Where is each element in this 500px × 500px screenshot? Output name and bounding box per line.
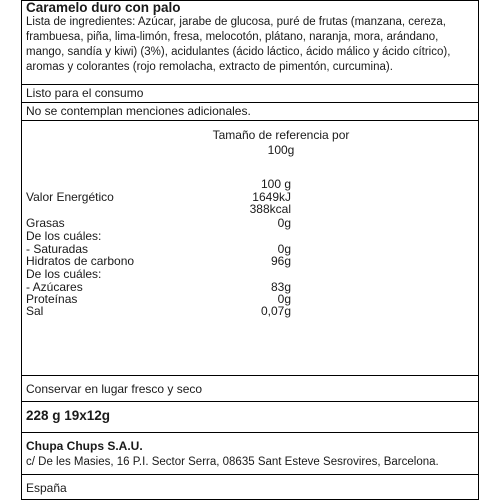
reference-amount: 100g — [267, 143, 295, 157]
weight-row — [21, 401, 479, 432]
nutrient-label: De los cuáles: — [26, 267, 102, 281]
ingredients-text: Lista de ingredientes: Azúcar, jarabe de glucosa, puré de frutas (manzana, cereza, frambuesa, piña, lima-limón, fresa, melocotón, plátano, naranja, mora, arándano, mango, sandía y kiwi) (3%), acidulantes (ácido láctico, ácido málico y ácido cítrico), aromas y colorantes (rojo remolacha, extracto de pimentón, curcumina). — [26, 16, 451, 73]
nutrient-value: 0,07g — [260, 304, 291, 318]
company-address: c/ De les Masies, 16 P.I. Sector Serra, 08635 Sant Esteve Sesrovires, Barcelona. — [26, 456, 439, 468]
nutrient-value: 0g — [277, 242, 291, 256]
storage-row — [21, 375, 479, 401]
nutrient-label: Sal — [26, 304, 44, 318]
nutrient-label: Valor Energético — [26, 190, 114, 204]
country-text: España — [26, 481, 67, 495]
country-row — [21, 474, 479, 500]
nutrient-label: - Saturadas — [26, 242, 89, 256]
nutrient-label: Hidratos de carbono — [26, 254, 135, 268]
ready-note: Listo para el consumo — [26, 86, 144, 100]
ready-row — [21, 84, 479, 102]
nutrient-label: Proteínas — [26, 292, 78, 306]
nutrient-value: 0g — [277, 292, 291, 306]
storage-text: Conservar en lugar fresco y seco — [26, 382, 203, 396]
column-header: 100 g — [260, 177, 291, 191]
nutrition-table — [21, 120, 479, 375]
product-title: Caramelo duro con palo — [26, 0, 181, 15]
nutrient-value: 0g — [277, 216, 291, 230]
nutrient-value: 388kcal — [249, 202, 291, 216]
claims-row — [21, 102, 479, 120]
reference-label: Tamaño de referencia por — [212, 128, 350, 142]
company-name: Chupa Chups S.A.U. — [26, 439, 143, 453]
net-weight: 228 g 19x12g — [26, 408, 111, 423]
ingredients-section — [21, 0, 479, 84]
nutrient-label: Grasas — [26, 216, 65, 230]
nutrient-label: De los cuáles: — [26, 229, 102, 243]
nutrient-value: 96g — [270, 254, 291, 268]
company-row — [21, 432, 479, 474]
nutrient-value: 1649kJ — [252, 190, 291, 204]
claims-note: No se contemplan menciones adicionales. — [26, 104, 251, 118]
nutrient-value: 83g — [270, 280, 291, 294]
nutrient-label: - Azúcares — [26, 280, 83, 294]
